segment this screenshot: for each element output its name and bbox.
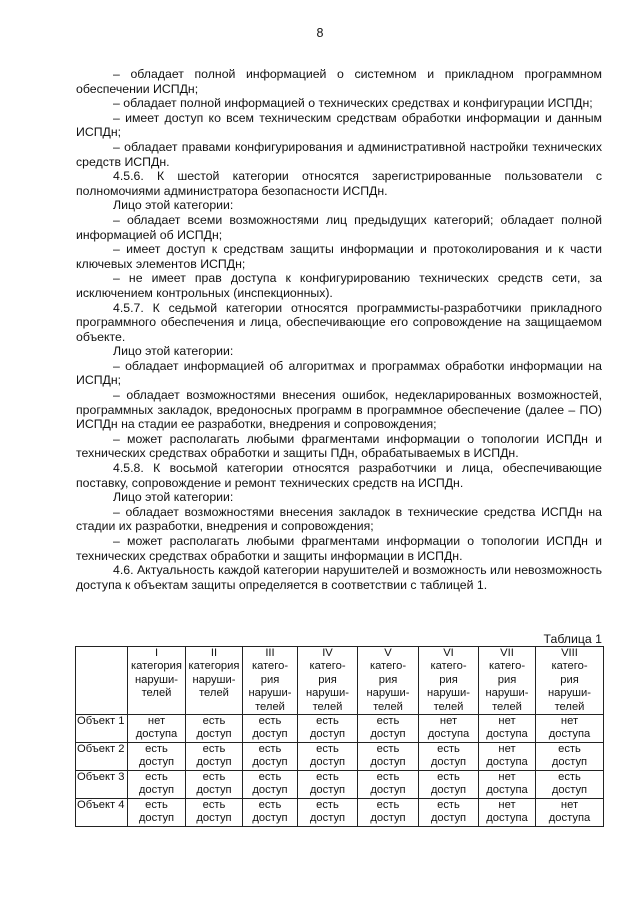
paragraph: – не имеет прав доступа к конфигурированию технических средств сети, за исключением контрольных (инспекционных).	[76, 271, 602, 300]
table-header-row	[76, 647, 604, 715]
table-cell: нет доступа	[536, 715, 604, 743]
table-cell: есть доступ	[186, 715, 243, 743]
paragraph: – обладает всеми возможностями лиц предыдущих категорий; обладает полной информацией об ИСПДн;	[76, 212, 602, 242]
paragraph: Лицо этой категории:	[113, 490, 234, 505]
table-cell: есть доступ	[358, 771, 419, 799]
table-cell: есть доступ	[128, 799, 186, 827]
table-header-cell	[76, 647, 128, 715]
table-cell: нет доступа	[479, 799, 536, 827]
table-cell: есть доступ	[536, 743, 604, 771]
table-cell: есть доступ	[186, 799, 243, 827]
paragraph: 4.6. Актуальность каждой категории нарушителей и возможность или невозможность доступа к объектам защиты определяется в соответствии с таблицей 1.	[76, 563, 602, 592]
table-header-cell: VI катего- рия наруши- телей	[419, 647, 479, 715]
paragraph: – имеет доступ ко всем техническим средствам обработки информации и данным ИСПДн;	[76, 110, 602, 140]
table-row	[76, 743, 604, 771]
paragraph: – имеет доступ к средствам защиты информации и протоколирования и к части ключевых элементов ИСПДн;	[76, 242, 602, 271]
table-cell: есть доступ	[419, 743, 479, 771]
table-header-cell: II категория наруши- телей	[186, 647, 243, 715]
table-row	[76, 799, 604, 827]
table-cell: нет доступа	[536, 799, 604, 827]
table-cell: есть доступ	[243, 799, 298, 827]
table-cell: есть доступ	[243, 743, 298, 771]
paragraph: – может располагать любыми фрагментами информации о топологии ИСПДн и технических средствах обработки и защиты информации в ИСПДн.	[76, 534, 602, 563]
table-cell: нет доступа	[479, 715, 536, 743]
table-row-label: Объект 3	[76, 771, 128, 799]
table-cell: есть доступ	[358, 743, 419, 771]
table-cell: есть доступ	[536, 771, 604, 799]
table-caption: Таблица 1	[543, 632, 602, 646]
table-cell: нет доступа	[419, 715, 479, 743]
table-cell: есть доступ	[298, 715, 358, 743]
body-text	[76, 67, 602, 592]
table-row-label: Объект 2	[76, 743, 128, 771]
table-row-label: Объект 1	[76, 715, 128, 743]
paragraph: 4.5.6. К шестой категории относятся зарегистрированные пользователи с полномочиями администратора безопасности ИСПДн.	[76, 169, 602, 198]
table-cell: есть доступ	[298, 771, 358, 799]
table-header-cell: IV катего- рия наруши- телей	[298, 647, 358, 715]
paragraph: – может располагать любыми фрагментами информации о топологии ИСПДн и технических средствах обработки и защиты ПДн, обрабатываемых в ИСПДн.	[76, 431, 602, 461]
table-cell: есть доступ	[186, 771, 243, 799]
table-cell: есть доступ	[419, 799, 479, 827]
table-row	[76, 771, 604, 799]
table-cell: есть доступ	[298, 799, 358, 827]
table-row	[76, 715, 604, 743]
table-cell: есть доступ	[186, 743, 243, 771]
table-header-cell: V катего- рия наруши- телей	[358, 647, 419, 715]
paragraph: – обладает правами конфигурирования и административной настройки технических средств ИСПДн.	[76, 139, 602, 169]
table-cell: нет доступа	[479, 771, 536, 799]
table-row-label: Объект 4	[76, 799, 128, 827]
paragraph: – обладает полной информацией о системном и прикладном программном обеспечении ИСПДн;	[76, 67, 602, 96]
table-cell: есть доступ	[358, 715, 419, 743]
paragraph: – обладает информацией об алгоритмах и программах обработки информации на ИСПДн;	[76, 358, 602, 388]
table-header-cell: III катего- рия наруши- телей	[243, 647, 298, 715]
paragraph: Лицо этой категории:	[113, 198, 234, 213]
table-cell: нет доступа	[128, 715, 186, 743]
paragraph: – обладает полной информацией о технических средствах и конфигурации ИСПДн;	[113, 96, 593, 111]
table-cell: нет доступа	[479, 743, 536, 771]
table-cell: есть доступ	[243, 715, 298, 743]
table-header-cell: VII катего- рия наруши- телей	[479, 647, 536, 715]
paragraph: – обладает возможностями внесения ошибок, недекларированных возможностей, программных закладок, вредоносных программ в программное обеспечение (далее – ПО) ИСПДн на стадии ее разработки, внедрения и сопровождения;	[76, 388, 602, 432]
page-number: 8	[316, 26, 324, 40]
table-header-cell: VIII катего- рия наруши- телей	[536, 647, 604, 715]
paragraph: 4.5.7. К седьмой категории относятся программисты-разработчики прикладного программного обеспечения и лица, обеспечивающие его сопровождение на защищаемом объекте.	[76, 300, 602, 344]
table-cell: есть доступ	[298, 743, 358, 771]
paragraph: 4.5.8. К восьмой категории относятся разработчики и лица, обеспечивающие поставку, сопровождение и ремонт технических средств на ИСПДн.	[76, 461, 602, 490]
table-cell: есть доступ	[128, 743, 186, 771]
table-cell: есть доступ	[243, 771, 298, 799]
table-cell: есть доступ	[128, 771, 186, 799]
paragraph: Лицо этой категории:	[113, 344, 234, 359]
paragraph: – обладает возможностями внесения закладок в технические средства ИСПДн на стадии их разработки, внедрения и сопровождения;	[76, 504, 602, 534]
table-cell: есть доступ	[358, 799, 419, 827]
table-header-cell: I категория наруши- телей	[128, 647, 186, 715]
access-table	[75, 646, 604, 827]
table-cell: есть доступ	[419, 771, 479, 799]
